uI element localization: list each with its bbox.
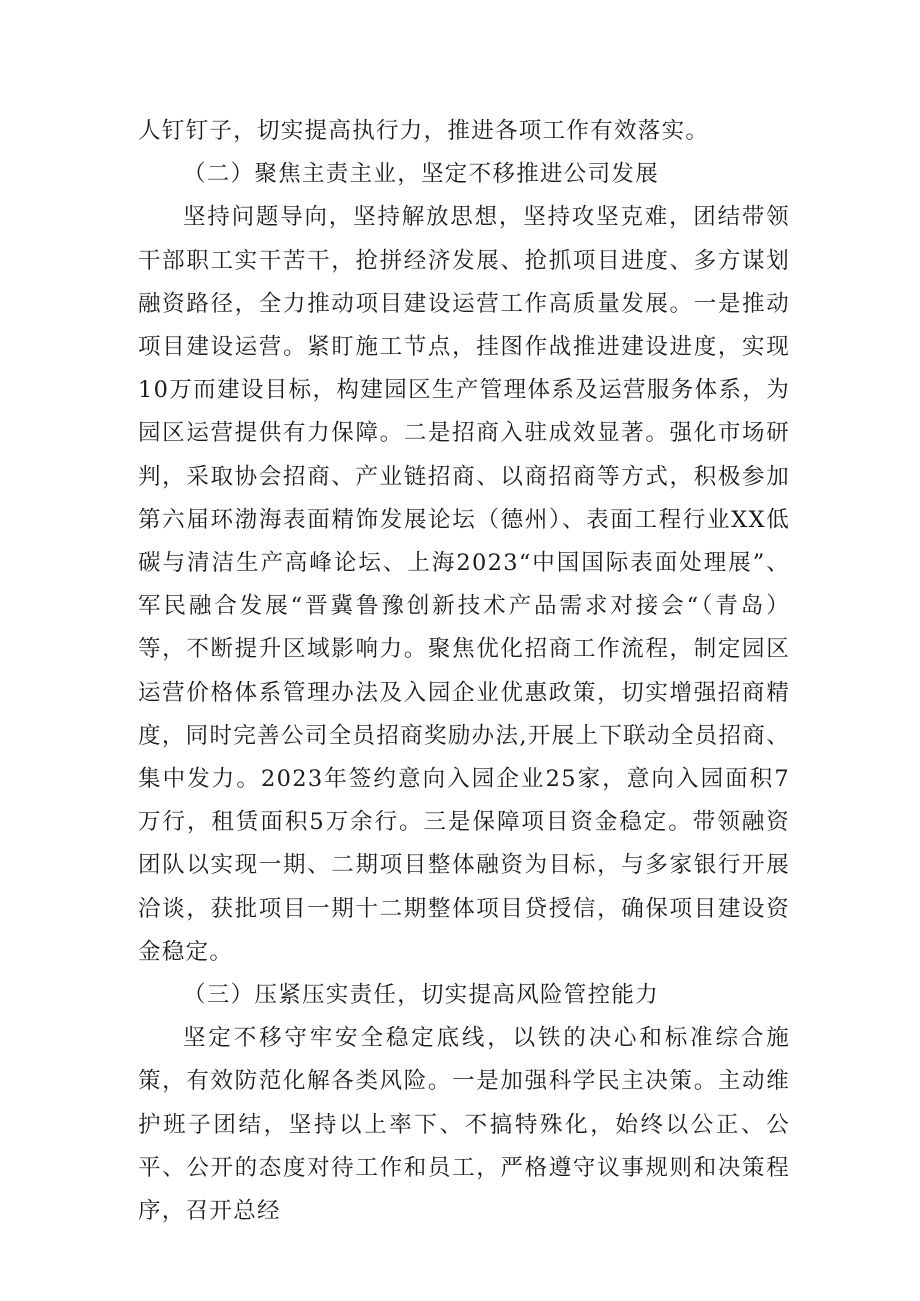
section-heading-2: （二）聚焦主责主业，坚定不移推进公司发展 [183, 161, 660, 188]
document-page [138, 110, 790, 1233]
paragraph-body: 坚定不移守牢安全稳定底线，以铁的决心和标准综合施策，有效防范化解各类风险。一是加强科学民主决策。主动维护班子团结，坚持以上率下、不搞特殊化，始终以公正、公平、公开的态度对待工作和员工，严格遵守议事规则和决策程序，召开总经 [138, 1025, 790, 1225]
paragraph-body: 坚持问题导向，坚持解放思想，坚持攻坚克难，团结带领干部职工实干苦干，抢拼经济发展、抢抓项目进度、多方谋划融资路径，全力推动项目建设运营工作高质量发展。一是推动项目建设运营。紧盯施工节点，挂图作战推进建设进度，实现10万而建设目标，构建园区生产管理体系及运营服务体系，为园区运营提供有力保障。二是招商入驻成效显著。强化市场研判，采取协会招商、产业链招商、以商招商等方式，积极参加第六届环渤海表面精饰发展论坛（德州）、表面工程行业XX低碳与清洁生产高峰论坛、上海2023“中国国际表面处理展”、军民融合发展“晋冀鲁豫创新技术产品需求对接会“（青岛）等，不断提升区域影响力。聚焦优化招商工作流程，制定园区运营价格体系管理办法及入园企业优惠政策，切实增强招商精度，同时完善公司全员招商奖励办法,开展上下联动全员招商、集中发力。2023年签约意向入园企业25家，意向入园面积7万行，租赁面积5万余行。三是保障项目资金稳定。带领融资团队以实现一期、二期项目整体融资为目标，与多家银行开展洽谈，获批项目一期十二期整体项目贷授信，确保项目建设资金稳定。 [138, 204, 790, 965]
section-heading-3: （三）压紧压实责任，切实提高风险管控能力 [183, 982, 660, 1009]
paragraph-continued: 人钉钉子，切实提高执行力，推进各项工作有效落实。 [138, 118, 710, 144]
